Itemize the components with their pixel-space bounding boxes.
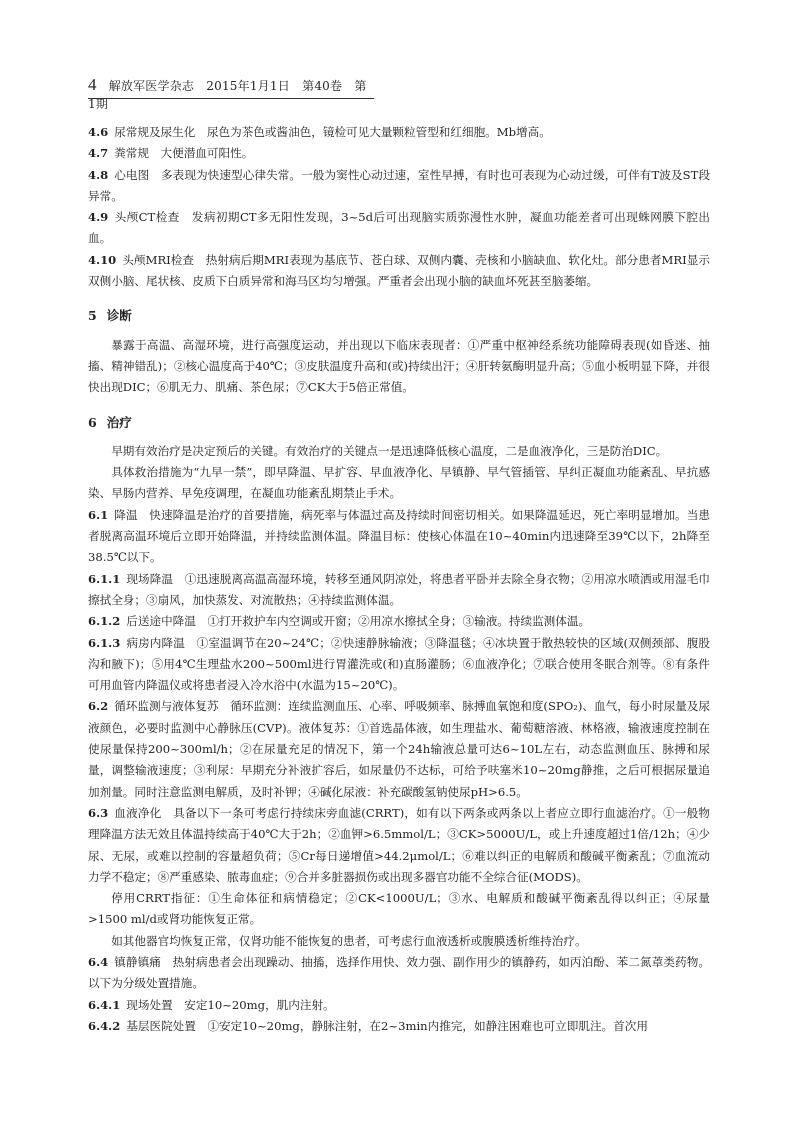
section-number: 5 (88, 308, 97, 324)
article-body (88, 122, 710, 1037)
paragraph (88, 250, 710, 293)
paragraph-text: 早期有效治疗是决定预后的关键。有效治疗的关键点一是迅速降低核心温度，二是血液净化，三是防治DIC。 (111, 443, 668, 458)
paragraph-text: 基层医院处置 ①安定10~20mg，静脉注射，在2~3min内推完，如静注困难也可立即肌注。首次用 (126, 1018, 648, 1033)
paragraph (88, 207, 710, 250)
paragraph (88, 995, 710, 1016)
paragraph-text: 现场降温 ①迅速脱离高温高湿环境，转移至通风阴凉处，将患者平卧并去除全身衣物；②用凉水喷洒或用湿毛巾擦拭全身；③扇风，加快蒸发、对流散热；④持续监测体温。 (88, 571, 710, 607)
paragraph (88, 441, 710, 462)
section-number: 6 (88, 414, 97, 430)
paragraph-text: 后送途中降温 ①打开救护车内空调或开窗；②用凉水擦拭全身；③输液。持续监测体温。 (126, 614, 591, 629)
paragraph-text: 循环监测与液体复苏 循环监测：连续监测血压、心率、呼吸频率、脉搏血氧饱和度(SPO₂)、血气，每小时尿量及尿液颜色，必要时监测中心静脉压(CVP)。液体复苏：①首选晶体液，如生理盐水、葡萄糖溶液、林格液，输液速度控制在使尿量保持200~300ml/h；②在尿量充足的情况下，第一个24h输液总量可达6~10L左右，动态监测血压、脉搏和尿量，调整输液速度；③利尿：早期充分补液扩容后，如尿量仍不达标，可给予呋塞米10~20mg静推，之后可根据尿量追加剂量。同时注意监测电解质，及时补钾；④碱化尿液：补充碳酸氢钠使尿pH>6.5。 (88, 699, 710, 799)
paragraph-text: 血液净化 具备以下一条可考虑行持续床旁血滤(CRRT)，如有以下两条或两条以上者应立即行血滤治疗。①一般物理降温方法无效且体温持续高于40℃大于2h；②血钾>6.5mmol/L；③CK>5000U/L，或上升速度超过1倍/12h；④少尿、无尿，或难以控制的容量超负荷；⑤Cr每日递增值>44.2μmol/L；⑥难以纠正的电解质和酸碱平衡紊乱；⑦血流动力学不稳定；⑧严重感染、脓毒血症；⑨合并多脏器损伤或出现多器官功能不全综合征(MODS)。 (88, 805, 710, 884)
paragraph-text: 具体救治措施为“九早一禁”，即早降温、早扩容、早血液净化、早镇静、早气管插管、早纠正凝血功能紊乱、早抗感染、早肠内营养、早免疫调理，在凝血功能紊乱期禁止手术。 (88, 465, 710, 501)
paragraph-text: 降温 快速降温是治疗的首要措施，病死率与体温过高及持续时间密切相关。如果降温延迟，死亡率明显增加。当患者脱离高温环境后立即开始降温，并持续监测体温。降温目标：使核心体温在10~40min内迅速降至39℃以下，2h降至38.5℃以下。 (88, 507, 710, 565)
paragraph-text: 如其他器官均恢复正常，仅肾功能不能恢复的患者，可考虑行血液透析或腹膜透析维持治疗。 (111, 933, 587, 948)
paragraph-text: 头颅MRI检查 热射病后期MRI表现为基底节、苍白球、双侧内囊、壳核和小脑缺血、软化灶。部分患者MRI显示双侧小脑、尾状核、皮质下白质异常和海马区均匀增强。严重者会出现小脑的缺血坏死甚至脑萎缩。 (88, 252, 710, 289)
header-rule (88, 98, 374, 99)
subsection-number: 4.7 (88, 146, 109, 161)
page-number: 4 (88, 75, 97, 94)
paragraph-text: 心电图 多表现为快速型心律失常。一般为窦性心动过速，室性早搏，有时也可表现为心动过缓，可伴有T波及ST段异常。 (88, 167, 710, 203)
paragraph (88, 1016, 710, 1037)
paragraph (88, 165, 710, 208)
subsection-number: 4.8 (88, 167, 109, 182)
subsection-number: 6.1.3 (88, 635, 121, 650)
subsection-number: 4.9 (88, 210, 109, 225)
paragraph-text: 镇静镇痛 热射病患者会出现躁动、抽搐，选择作用快、效力强、副作用少的镇静药，如丙泊酚、苯二氮䓬类药物。以下为分级处置措施。 (88, 954, 710, 991)
subsection-number: 6.1.2 (88, 614, 121, 629)
paragraph (88, 462, 710, 505)
paragraph-text: 尿常规及尿生化 尿色为茶色或酱油色，镜检可见大量颗粒管型和红细胞。Mb增高。 (114, 125, 551, 139)
paragraph (88, 931, 710, 952)
subsection-number: 6.4.2 (88, 1018, 121, 1033)
subsection-number: 4.6 (88, 125, 109, 139)
paragraph (88, 143, 710, 164)
subsection-number: 6.1.1 (88, 571, 121, 586)
paragraph (88, 569, 710, 612)
section-title: 诊断 (106, 308, 132, 324)
paragraph (88, 335, 710, 399)
subsection-number: 6.2 (88, 699, 109, 714)
subsection-number: 6.3 (88, 805, 109, 820)
paragraph (88, 122, 710, 143)
paragraph (88, 888, 710, 931)
paragraph (88, 505, 710, 569)
subsection-number: 4.10 (88, 252, 117, 267)
section-title: 治疗 (106, 414, 132, 430)
section-heading (88, 305, 710, 326)
paragraph-text: 粪常规 大便潜血可阳性。 (114, 146, 254, 161)
subsection-number: 6.1 (88, 507, 109, 522)
paragraph-text: 暴露于高温、高湿环境，进行高强度运动，并出现以下临床表现者：①严重中枢神经系统功能障碍表现(如昏迷、抽搐、精神错乱)；②核心温度高于40℃；③皮肤温度升高和(或)持续出汗；④肝转氨酶明显升高；⑤血小板明显下降，并很快出现DIC；⑥肌无力、肌痛、茶色尿；⑦CK大于5倍正常值。 (88, 337, 710, 395)
paragraph (88, 611, 710, 632)
paragraph (88, 803, 710, 888)
paragraph-text: 病房内降温 ①室温调节在20~24℃；②快速静脉输液；③降温毯；④冰块置于散热较快的区域(双侧颈部、腹股沟和腋下)；⑤用4℃生理盐水200~500ml进行胃灌洗或(和)直肠灌肠；⑥血液净化；⑦联合使用冬眠合剂等。⑧有条件可用血管内降温仪或将患者浸入冷水浴中(水温为15~20℃)。 (88, 635, 710, 693)
running-header (88, 75, 374, 111)
paragraph-text: 停用CRRT指征：①生命体征和病情稳定；②CK<1000U/L；③水、电解质和酸碱平衡紊乱得以纠正；④尿量>1500 ml/d或肾功能恢复正常。 (88, 891, 710, 927)
paragraph (88, 952, 710, 995)
subsection-number: 6.4.1 (88, 997, 121, 1012)
subsection-number: 6.4 (88, 954, 109, 969)
paragraph (88, 633, 710, 697)
section-heading (88, 412, 710, 433)
paragraph (88, 696, 710, 802)
paragraph-text: 现场处置 安定10~20mg，肌内注射。 (126, 997, 335, 1012)
paragraph-text: 头颅CT检查 发病初期CT多无阳性发现，3~5d后可出现脑实质弥漫性水肿，凝血功能差者可出现蛛网膜下腔出血。 (88, 210, 710, 246)
journal-info: 解放军医学杂志 2015年1月1日 第40卷 第1期 (88, 79, 367, 111)
